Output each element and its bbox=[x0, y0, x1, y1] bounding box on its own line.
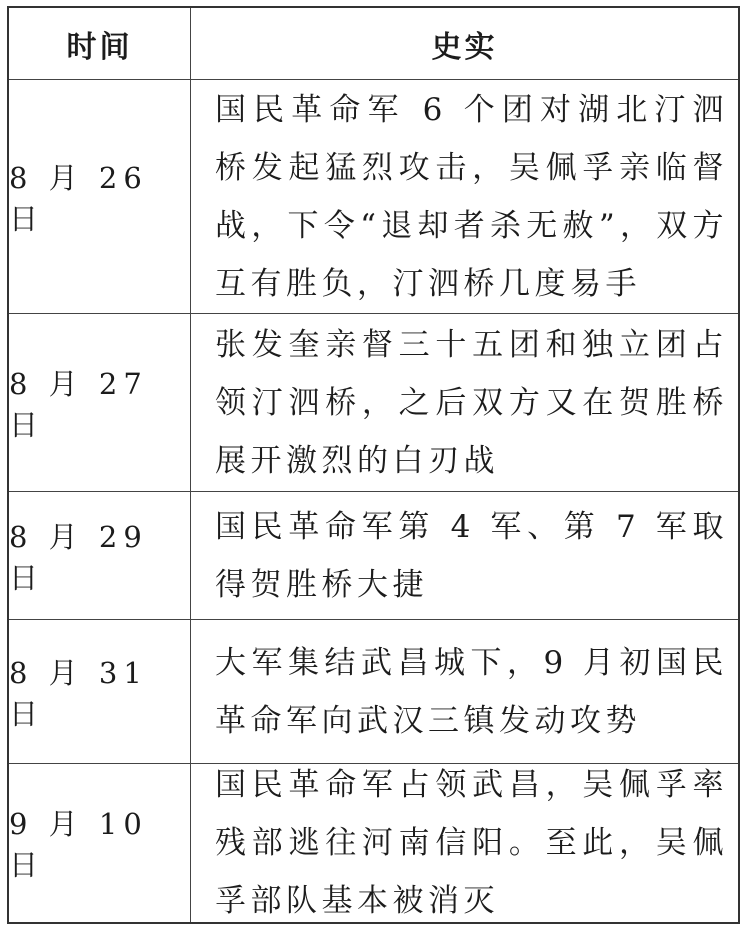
row-1-fact: 国民革命军 6 个团对湖北汀泗桥发起猛烈攻击，吴佩孚亲临督战，下令“退却者杀无赦”，双方互有胜负，汀泗桥几度易手 bbox=[191, 80, 738, 314]
row-2-date: 8 月 27 日 bbox=[9, 314, 191, 492]
row-3-date: 8 月 29 日 bbox=[9, 492, 191, 620]
row-4-fact: 大军集结武昌城下，9 月初国民革命军向武汉三镇发动攻势 bbox=[191, 620, 738, 764]
row-2-fact: 张发奎亲督三十五团和独立团占领汀泗桥，之后双方又在贺胜桥展开激烈的白刃战 bbox=[191, 314, 738, 492]
history-table bbox=[7, 6, 740, 924]
header-fact: 史实 bbox=[191, 8, 738, 80]
header-time: 时间 bbox=[9, 8, 191, 80]
row-5-date: 9 月 10 日 bbox=[9, 764, 191, 922]
row-5-fact: 国民革命军占领武昌，吴佩孚率残部逃往河南信阳。至此，吴佩孚部队基本被消灭 bbox=[215, 767, 728, 919]
row-1-date: 8 月 26 日 bbox=[9, 80, 191, 314]
row-3-fact: 国民革命军第 4 军、第 7 军取得贺胜桥大捷 bbox=[191, 492, 738, 620]
row-4-date: 8 月 31 日 bbox=[9, 620, 191, 764]
